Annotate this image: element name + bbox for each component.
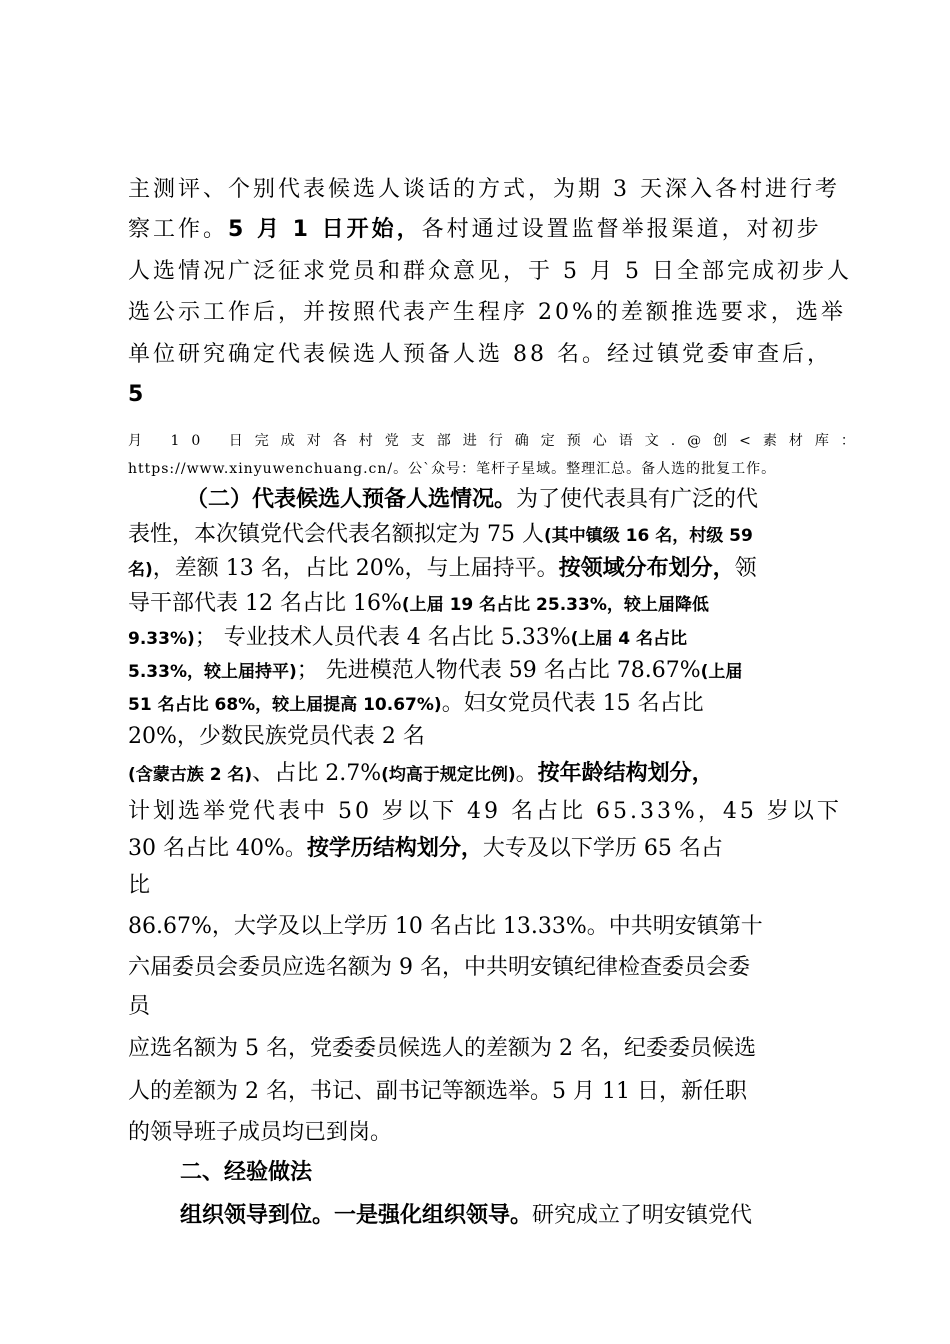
para-line-2: 察工作。5 月 1 日开始，各村通过设置监督举报渠道，对初步 — [128, 217, 822, 242]
para-line-10: 表性，本次镇党代会代表名额拟定为 75 人(其中镇级 16 名，村级 59 — [128, 522, 753, 547]
para-line-15: 51 名占比 68%，较上届提高 10.67%)。妇女党员代表 15 名占比 — [128, 691, 704, 716]
para-line-22: 六届委员会委员应选名额为 9 名，中共明安镇纪律检查委员会委 — [128, 955, 750, 980]
para-line-26: 的领导班子成员均已到岗。 — [128, 1120, 393, 1145]
para-line-5: 单位研究确定代表候选人预备人选 88 名。经过镇党委审查后， — [128, 342, 832, 367]
para-line-1: 主测评、个别代表候选人谈话的方式，为期 3 天深入各村进行考 — [128, 177, 840, 202]
section-heading: 二、经验做法 — [180, 1160, 313, 1185]
para-line-12: 导干部代表 12 名占比 16%(上届 19 名占比 25.33%，较上届降低 — [128, 591, 709, 616]
para-line-7: 月 10 日完成对各村党支部进行确定预心语文.@创<素材库： — [128, 433, 867, 449]
para-line-20: 比 — [128, 873, 151, 898]
section-subheading-2: （二）代表候选人预备人选情况。为了使代表具有广泛的代 — [186, 487, 759, 512]
para-line-28: 组织领导到位。一是强化组织领导。研究成立了明安镇党代 — [180, 1203, 753, 1228]
para-line-3: 人选情况广泛征求党员和群众意见，于 5 月 5 日全部完成初步人 — [128, 259, 852, 284]
para-line-23: 员 — [128, 994, 151, 1019]
para-line-17: (含蒙古族 2 名)、占比 2.7%(均高于规定比例)。按年龄结构划分， — [128, 761, 714, 786]
para-line-14: 5.33%，较上届持平)； 先进模范人物代表 59 名占比 78.67%(上届 — [128, 658, 743, 683]
para-line-8: https://www.xinyuwenchuang.cn/。公`众号：笔杆子星域。整理汇总。备人选的批复工作。 — [128, 461, 777, 477]
para-line-11: 名)，差额 13 名，占比 20%，与上届持平。按领域分布划分，领 — [128, 556, 757, 581]
para-line-13: 9.33%)； 专业技术人员代表 4 名占比 5.33%(上届 4 名占比 — [128, 625, 688, 650]
para-line-4: 选公示工作后，并按照代表产生程序 20%的差额推选要求，选举 — [128, 300, 846, 325]
para-line-25: 人的差额为 2 名，书记、副书记等额选举。5 月 11 日，新任职 — [128, 1079, 747, 1104]
para-line-18: 计划选举党代表中 50 岁以下 49 名占比 65.33%，45 岁以下 — [128, 799, 842, 824]
para-line-16: 20%，少数民族党员代表 2 名 — [128, 724, 425, 749]
para-line-24: 应选名额为 5 名，党委委员候选人的差额为 2 名，纪委委员候选 — [128, 1036, 756, 1061]
para-line-21: 86.67%，大学及以上学历 10 名占比 13.33%。中共明安镇第十 — [128, 914, 763, 939]
para-line-6: 5 — [128, 382, 144, 407]
para-line-19: 30 名占比 40%。按学历结构划分，大专及以下学历 65 名占 — [128, 836, 723, 861]
